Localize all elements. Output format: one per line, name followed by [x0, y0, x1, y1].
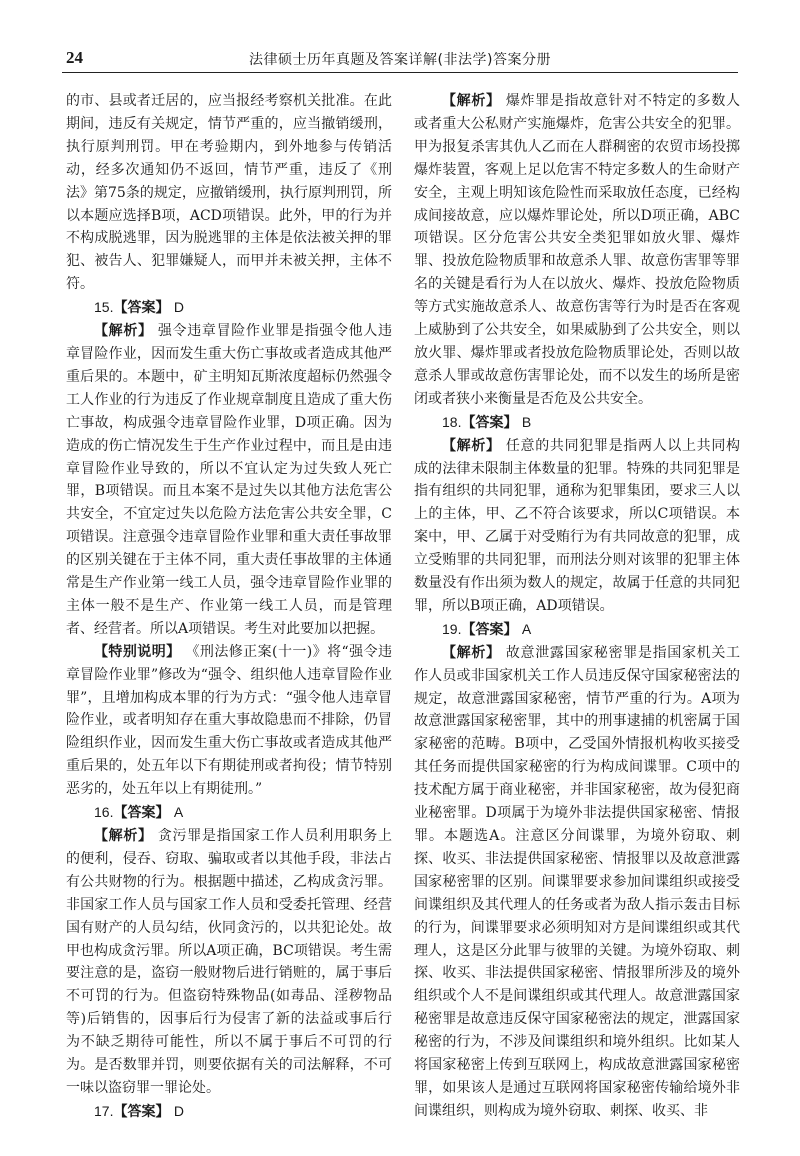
question-number: 19. [442, 620, 462, 637]
answer-19 [414, 618, 740, 642]
continued-paragraph: 的市、县或者迁居的，应当报经考察机关批准。在此期间，违反有关规定，情节严重的，应当撤销缓刑，执行原判刑罚。甲在考验期内，到外地参与传销活动，经多次通知仍不返回，情节严重，违反了《刑法》第75条的规定，应撤销缓刑，执行原判刑罚，所以本题应选择B项，ACD项错误。此外，甲的行为并不构成脱逃罪，因为脱逃罪的主体是依法被关押的罪犯、被告人、犯罪嫌疑人，而甲并未被关押，主体不符。 [66, 93, 392, 293]
special-note-label: 【特别说明】 [94, 643, 181, 660]
question-number: 18. [442, 413, 462, 430]
running-title: 法律硕士历年真题及答案详解(非法学)答案分册 [249, 52, 551, 68]
answer-label: 【答案】 [113, 1103, 170, 1120]
analysis-label: 【解析】 [94, 323, 153, 340]
question-number: 15. [94, 299, 114, 316]
analysis-label: 【解析】 [94, 828, 153, 844]
analysis-16 [66, 825, 392, 1100]
analysis-text: 强令违章冒险作业罪是指强令他人违章冒险作业，因而发生重大伤亡事故或者造成其他严重后果的。本题中，矿主明知瓦斯浓度超标仍然强令工人作业的行为违反了作业规章制度且造成了重大伤亡事故，构成强令违章冒险作业罪，D项正确。因为造成的伤亡情况发生于生产作业过程中，而且是由违章冒险作业导致的，所以不宜认定为过失致人死亡罪，B项错误。而且本案不是过失以其他方法危害公共安全，不宜定过失以危险方法危害公共安全罪，C项错误。注意强令违章冒险作业罪和重大责任事故罪的区别关键在于主体不同，重大责任事故罪的主体通常是生产作业第一线工人员，强令违章冒险作业罪的主体一般不是生产、作业第一线工人员，而是管理者、经营者。所以A项错误。考生对此要加以把握。 [66, 323, 393, 637]
analysis-19 [414, 642, 740, 1123]
answer-label: 【答案】 [461, 414, 518, 431]
right-column [414, 90, 740, 1123]
question-number: 16. [94, 804, 114, 821]
analysis-text: 故意泄露国家秘密罪是指国家机关工作人员或非国家机关工作人员违反保守国家秘密法的规定，故意泄露国家秘密，情节严重的行为。A项为故意泄露国家秘密罪，其中的刑事逮捕的机密属于国家秘密的范畴。B项中，乙受国外情报机构收买接受其任务而提供国家秘密的行为构成间谍罪。C项中的技术配方属于商业秘密，并非国家秘密，故为侵犯商业秘密罪。D项属于为境外非法提供国家秘密、情报罪。本题选A。注意区分间谍罪，为境外窃取、刺探、收买、非法提供国家秘密、情报罪以及故意泄露国家秘密罪的区别。间谍罪要求参加间谍组织或接受间谍组织及其代理人的任务或者为敌人指示轰击目标的行为，间谍罪要求必须明知对方是间谍组织或其代理人，这是区分此罪与彼罪的关键。为境外窃取、刺探、收买、非法提供国家秘密、情报罪所涉及的境外组织或个人不是间谍组织或其代理人。故意泄露国家秘密罪是故意违反保守国家秘密法的规定，泄露国家秘密的行为，不涉及间谍组织和境外组织。比如某人将国家秘密上传到互联网上，构成故意泄露国家秘密罪，如果该人是通过互联网将国家秘密传输给境外非间谍组织，则构成为境外窃取、刺探、收买、非 [414, 644, 741, 1119]
analysis-text: 爆炸罪是指故意针对不特定的多数人或者重大公私财产实施爆炸，危害公共安全的犯罪。甲为报复杀害其仇人乙而在人群稠密的农贸市场投掷爆炸装置，客观上足以危害不特定多数人的生命财产安全，主观上明知该危险性而采取放任态度，已经构成间接故意，应以爆炸罪论处，所以D项正确，ABC项错误。区分危害公共安全类犯罪如放火罪、爆炸罪、投放危险物质罪和故意杀人罪、故意伤害罪等罪名的关键是看行为人在以放火、爆炸、投放危险物质等方式实施故意杀人、故意伤害等行为时是否在客观上威胁到了公共安全，如果威胁到了公共安全，则以放火罪、爆炸罪或者投放危险物质罪论处，否则以故意杀人罪或故意伤害罪论处，而不以发生的场所是密闭或者狭小来衡量是否危及公共安全。 [414, 93, 741, 407]
special-note-text: 《刑法修正案(十一)》将“强令违章冒险作业罪”修改为“强令、组织他人违章冒险作业罪”，且增加构成本罪的行为方式：“强令他人违章冒险作业，或者明知存在重大事故隐患而不排除，仍冒险组织作业，因而发生重大伤亡事故或者造成其他严重后果的，处五年以下有期徒刑或者拘役；情节特别恶劣的，处五年以上有期徒刑。” [66, 643, 392, 798]
answer-label: 【答案】 [461, 621, 518, 638]
answer-16 [66, 801, 392, 825]
answer-value: D [173, 1102, 185, 1119]
analysis-label: 【解析】 [442, 437, 501, 454]
question-number: 17. [94, 1102, 114, 1119]
analysis-18 [414, 435, 740, 618]
answer-label: 【答案】 [113, 805, 170, 822]
answer-17 [66, 1100, 392, 1124]
page-header [62, 42, 738, 73]
answer-18 [414, 411, 740, 435]
answer-value: D [173, 299, 185, 316]
analysis-15 [66, 320, 392, 641]
answer-label: 【答案】 [113, 300, 170, 317]
answer-value: B [521, 413, 532, 430]
special-note-15 [66, 641, 392, 801]
analysis-label: 【解析】 [442, 644, 501, 661]
analysis-text: 任意的共同犯罪是指两人以上共同构成的法律未限制主体数量的犯罪。特殊的共同犯罪是指有组织的共同犯罪，通称为犯罪集团，要求三人以上的主体，甲、乙不符合该要求，所以C项错误。本案中，甲、乙属于对受贿行为有共同故意的犯罪，成立受贿罪的共同犯罪，而刑法分则对该罪的犯罪主体数量没有作出须为数人的规定，故属于任意的共同犯罪，所以B项正确，AD项错误。 [414, 437, 741, 614]
answer-value: A [173, 804, 184, 821]
analysis-label: 【解析】 [442, 93, 501, 109]
answer-15 [66, 296, 392, 320]
analysis-text: 贪污罪是指国家工作人员利用职务上的便利，侵吞、窃取、骗取或者以其他手段，非法占有公共财物的行为。根据题中描述，乙构成贪污罪。非国家工作人员与国家工作人员和受委托管理、经营国有财产的人员勾结，伙同贪污的，以共犯论处。故甲也构成贪污罪。所以A项正确，BC项错误。考生需要注意的是，盗窃一般财物后进行销赃的，属于事后不可罚的行为。但盗窃特殊物品(如毒品、淫秽物品等)后销售的，因事后行为侵害了新的法益或事后行为不缺乏期待可能性，所以不属于事后不可罚的行为。是否数罪并罚，则要依据有关的司法解释，不可一味以盗窃罪一罪论处。 [66, 828, 393, 1096]
answer-value: A [521, 620, 532, 637]
page-number: 24 [66, 48, 83, 67]
left-column [66, 90, 392, 1124]
analysis-17 [414, 90, 740, 411]
